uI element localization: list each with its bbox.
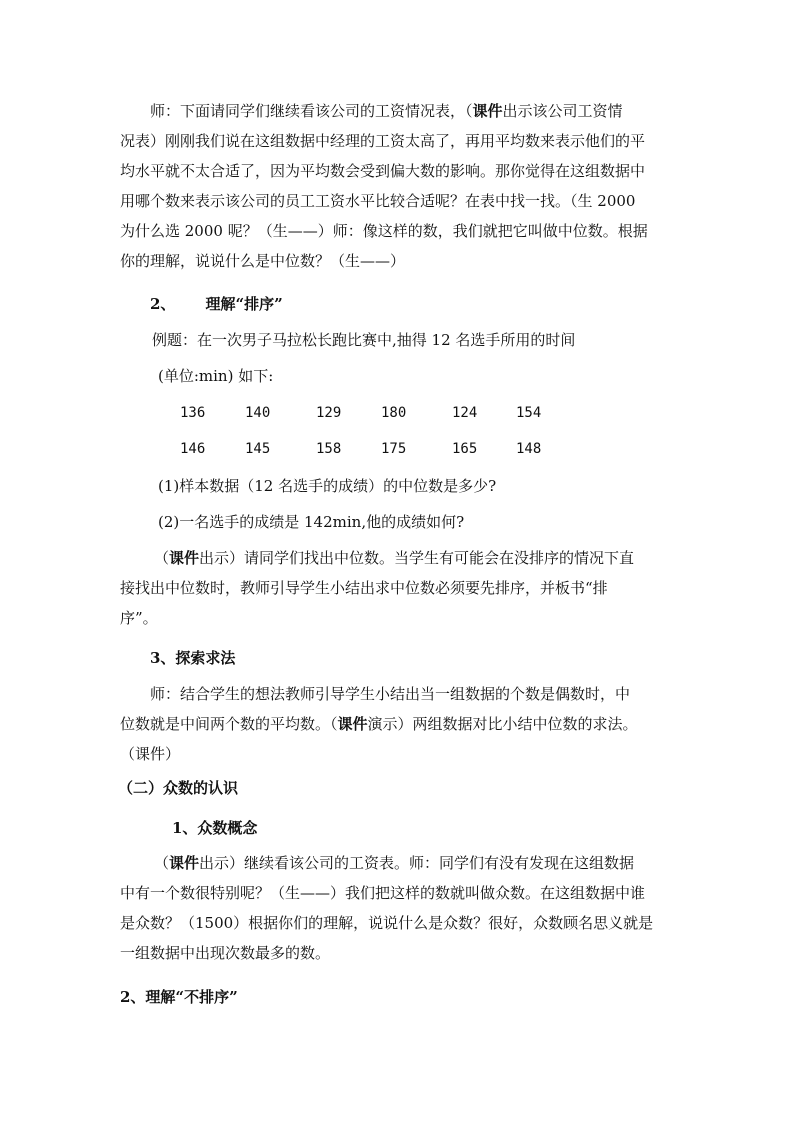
text-line: 师：结合学生的想法教师引导学生小结出当一组数据的个数是偶数时，中 <box>150 685 631 703</box>
text-line: 你的理解，说说什么是中位数？（生——） <box>120 252 406 270</box>
text-line: 一组数据中出现次数最多的数。 <box>120 944 331 962</box>
text-line: 均水平就不太合适了，因为平均数会受到偏大数的影响。那你觉得在这组数据中 <box>120 162 646 180</box>
data-cell: 140 <box>245 405 271 421</box>
data-cell: 180 <box>381 405 407 421</box>
data-row <box>180 431 560 467</box>
paragraph-salary-median <box>120 96 680 276</box>
paragraph-mode: （课件出示）继续看该公司的工资表。师：同学们有没有发现在这组数据 中有一个数很特别呢？（生——）我们把这样的数就叫做众数。在这组数据中谁 是众数？（1500）根据你们的理解，说说什么是众数？很好，众数顾名思义就是 一组数据中出现次数最多的数。 <box>120 848 680 968</box>
data-cell: 145 <box>245 441 271 457</box>
text-line: 出示该公司工资情 <box>502 102 623 120</box>
question-1: (1)样本数据（12 名选手的成绩）的中位数是多少? <box>158 477 497 495</box>
bold-keyword: 课件 <box>169 854 200 872</box>
question-2: (2)一名选手的成绩是 142min,他的成绩如何? <box>158 513 465 531</box>
text-line: 是众数？（1500）根据你们的理解，说说什么是众数？很好，众数顾名思义就是 <box>120 914 654 932</box>
data-cell: 146 <box>180 441 206 457</box>
heading-title: 理解“排序” <box>205 295 283 313</box>
heading-number: 2、 <box>150 295 176 313</box>
section-heading-mode: （二）众数的认识 <box>118 779 239 797</box>
example-unit-line: (单位:min) 如下: <box>158 367 274 385</box>
example-line: 例题：在一次男子马拉松长跑比赛中,抽得 12 名选手所用的时间 <box>152 331 576 349</box>
heading-mode-concept: 1、众数概念 <box>172 819 258 837</box>
text-line: 用哪个数来表示该公司的员工工资水平比较合适呢？在表中找一找。（生 2000 <box>120 192 636 210</box>
bold-keyword: 课件 <box>472 102 503 120</box>
data-cell: 158 <box>316 441 342 457</box>
data-cell: 165 <box>452 441 478 457</box>
paragraph-method: 师：结合学生的想法教师引导学生小结出当一组数据的个数是偶数时，中 位数就是中间两个数的平均数。（课件演示）两组数据对比小结中位数的求法。 （课件） <box>120 679 680 769</box>
data-cell: 175 <box>381 441 407 457</box>
text-line: 况表）刚刚我们说在这组数据中经理的工资太高了，再用平均数来表示他们的平 <box>120 132 646 150</box>
text-line: 中有一个数很特别呢？（生——）我们把这样的数就叫做众数。在这组数据中谁 <box>120 884 646 902</box>
bold-keyword: 课件 <box>169 549 200 567</box>
data-row <box>180 395 560 431</box>
paragraph-find-median: （课件出示）请同学们找出中位数。当学生有可能会在没排序的情况下直 接找出中位数时，教师引导学生小结出求中位数必须要先排序，并板书“排 序”。 <box>120 543 680 633</box>
bold-keyword: 课件 <box>337 715 368 733</box>
data-cell: 154 <box>516 405 542 421</box>
text-line: （课件） <box>120 745 181 763</box>
text-line: 为什么选 2000 呢？（生——）师：像这样的数，我们就把它叫做中位数。根据 <box>120 222 648 240</box>
heading-no-sorting: 2、理解“不排序” <box>120 988 238 1006</box>
data-cell: 129 <box>316 405 342 421</box>
data-cell: 148 <box>516 441 542 457</box>
heading-explore-method: 3、探索求法 <box>150 649 236 667</box>
heading-sorting <box>150 289 283 319</box>
text-line: 序”。 <box>120 609 158 627</box>
time-data-table <box>180 395 560 467</box>
data-cell: 136 <box>180 405 206 421</box>
data-cell: 124 <box>452 405 478 421</box>
text-line: 师：下面请同学们继续看该公司的工资情况表，（ <box>150 102 473 120</box>
text-line: 接找出中位数时，教师引导学生小结出求中位数必须要先排序，并板书“排 <box>120 579 608 597</box>
